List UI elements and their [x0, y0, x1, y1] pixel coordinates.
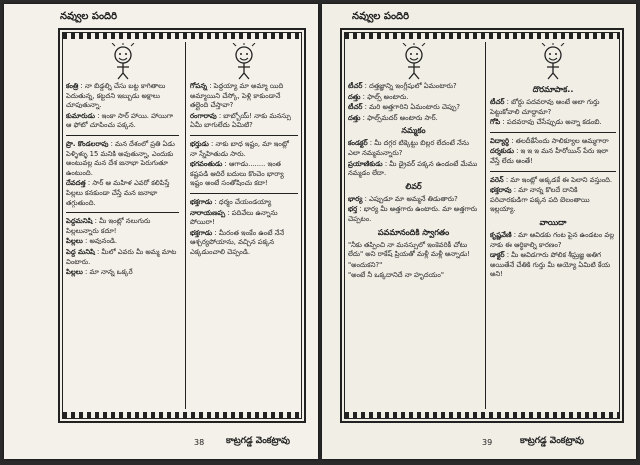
dialogue-line — [490, 186, 616, 215]
speaker-name: భగవంతుడు — [190, 160, 223, 169]
speaker-name: విద్యార్థి — [490, 136, 510, 145]
speaker-name: గోపి — [490, 118, 501, 127]
speaker-name: నారాయణప్ప — [190, 208, 226, 217]
dialogue-text: : పదివేలు ఉన్నాను పోయిరా! — [190, 208, 278, 227]
divider — [66, 212, 179, 213]
dialogue-text: "నీకు తప్పించి నా మనస్సులో ఇంకెవరికీ చోటు లేదు" అని రాకేష్ ప్రియతో మళ్లీ మళ్లీ అన్నాడు! — [348, 240, 470, 259]
right-page — [322, 4, 636, 459]
speaker-name: ప్రయాణికుడు — [348, 159, 383, 168]
right-frame — [340, 28, 624, 423]
dialogue-text: : మన దేశంలో ప్రతి ఏడు పెళ్ళిళ్ళు 15 మనికి అవుతున్నా, ఎందుకు అంటువల్ల మన దేశ జనాభా పెరుగుతూ ఉంటుంది. — [66, 139, 175, 177]
cartoon-icon — [190, 42, 298, 82]
dialogue-line — [348, 271, 479, 281]
dialogue-line — [348, 93, 479, 103]
divider — [490, 132, 616, 133]
speaker-name: భక్తగాడు — [190, 228, 213, 237]
left-frame — [58, 28, 306, 423]
speaker-name: కృష్ణవేణి — [490, 230, 512, 239]
dialogue-text: : మీ ఇంట్లో నలుగురు పిల్లలున్నారు కదూ! — [66, 217, 151, 235]
section-title: పవమానందికి స్వాగతం — [377, 227, 450, 237]
dialogue-text: : మీరంత ఇంకేం ఉంటే నేనే ఆశ్చర్యపోయాను, వచ్చిన పక్కన ఎక్కడుంచాలి చెప్పండి. — [190, 228, 285, 256]
right-column-2 — [485, 42, 616, 409]
dialogue-text: : పదవరావు చేసేప్పుడు అన్నా కడంబి. — [502, 118, 602, 127]
dialogue-line — [490, 176, 616, 186]
speaker-name: భక్తగాడు — [190, 197, 213, 206]
left-page — [4, 4, 318, 459]
dialogue-line — [490, 118, 616, 128]
dialogue-text: : బోర్డు పదవరావు అంటే అలా గుర్తు పెట్టుకోవాలి చూద్దామా? — [490, 98, 600, 116]
dialogue-text: : మా నాన్న కొలదే దానికి పరిచారకుడిగా పక్కన పది బెలంతాయి ఇల్లయ్యా. — [490, 186, 590, 214]
dialogue-text: : మా ఇంట్లో అక్కడకే ఈ పెలాని వస్తుంది. — [505, 175, 613, 184]
speaker-name: భార్య — [348, 194, 363, 203]
section-title: లివర్ — [405, 181, 422, 191]
speaker-name: పిల్లలు — [66, 237, 83, 246]
speaker-name: పెద్దమనిషి — [66, 217, 93, 226]
speaker-name: దత్తు — [348, 113, 361, 122]
dialogue-line — [190, 229, 298, 258]
dialogue-line — [348, 103, 479, 113]
dialogue-line — [66, 82, 179, 111]
speaker-name: దత్తు — [348, 92, 361, 101]
dialogue-text: : పెద్దయ్యా మా అమ్మా యిది అమ్మాయిని చేస్కో, పెళ్లి కాకుండానే తల్లైంది చేస్తావా? — [190, 82, 284, 110]
dialogue-text: : నా బిడ్డల్ని చేసు బట్ట కాగితాలు పెదుతున్న, కట్టదని ఇబ్బుడు అక్షాలు చూపుతున్నా. — [66, 82, 166, 110]
running-head-left: నవ్వుల పందిరి — [60, 11, 118, 22]
speaker-name: గోపన్న — [190, 82, 208, 90]
page-number-right: 39 — [482, 438, 493, 447]
speaker-name: దేవదత్త — [66, 179, 86, 188]
divider — [66, 135, 179, 136]
speaker-name: భర్త — [348, 205, 358, 214]
dialogue-text: : ధర్మం చేయండయ్యా — [214, 197, 272, 206]
section-title: దొరమాపాక.. — [532, 85, 574, 94]
dialogue-line — [190, 160, 298, 189]
dialogue-text: : మరి అత్తగారిని ఏమంటారు చెప్పు? — [364, 103, 460, 112]
cartoon-icon — [490, 42, 616, 82]
dialogue-line — [348, 241, 479, 260]
dialogue-line — [348, 160, 479, 179]
dialogue-line — [348, 195, 479, 205]
speaker-name: భర్తుడు — [190, 139, 209, 148]
dialogue-text: : బాబ్బోయ్! నాకు మనస్సు ఏమీ బాగులేదు ఏమిటి? — [190, 111, 291, 130]
dialogue-line — [348, 114, 479, 124]
dialogue-text: : మీలో ఎవరు మీ అమ్మ మాట వింటారు. — [66, 247, 177, 266]
speaker-name: టీచర్ — [348, 103, 363, 112]
dialogue-text: : మీ దగ్గర టిక్కెట్టు బిల్లర లేదంటే నేను ఎలా నమ్మమన్నారు? — [348, 139, 469, 157]
cartoon-icon — [66, 42, 179, 82]
dialogue-text: : మీ ఆవిడగారు పోలిక శీఘ్రజ్ఞ అతిగ అయితేనే చేతికి గుర్తు మీ అయ్యో ఏమిటి కేయ అని! — [490, 251, 611, 279]
footer-author-left: కాట్రగడ్డ వెంకట్రావు — [226, 436, 290, 446]
dialogue-text: : ఫాల్స్ అంటారు. — [362, 92, 409, 101]
dialogue-line — [348, 261, 479, 271]
dialogue-line — [490, 251, 616, 280]
cartoon-icon — [348, 42, 479, 82]
dialogue-line — [66, 268, 179, 278]
speaker-name: పిల్లలు — [66, 268, 83, 277]
dialogue-line — [66, 140, 179, 178]
dialogue-line — [190, 198, 298, 208]
dialogue-text: "అంటే నీ ఒక్కదానిదే నా హృదయం" — [348, 271, 444, 280]
dialogue-text: : ఫాల్స్‌మదర్ అంటారు సార్. — [362, 113, 438, 122]
dialogue-line — [348, 139, 479, 158]
speaker-name: దర్శకుడు — [490, 147, 514, 156]
speaker-name: టీచర్ — [348, 82, 363, 90]
speaker-name: పెద్ద మనిషి — [66, 247, 95, 256]
dialogue-line — [66, 237, 179, 247]
dialogue-text: : ఆగాడు........ ఇంత కష్టపడి ఆదిరే బదులు కొంచెం భార్యా ఇష్టం అంటే సంతోషించు కదా! — [190, 160, 284, 188]
section-title: నమ్మకం — [401, 126, 426, 136]
dialogue-text: : మీ డ్రైవర్ పక్కన ఉండంటే మేము నమ్మడం లేదా. — [348, 159, 478, 178]
dialogue-line — [490, 231, 616, 250]
dialogue-line — [190, 82, 298, 111]
footer-author-right: కాట్రగడ్డ వెంకట్రావు — [520, 436, 584, 446]
dialogue-text: : మా నాన్న ఒక్కరే — [85, 268, 133, 277]
divider — [190, 193, 298, 194]
speaker-name: భక్తరావు — [490, 186, 512, 195]
dialogue-text: : ఎప్పుడూ మా అమ్మనే తిడుతారు? — [364, 194, 458, 203]
dialogue-line — [348, 205, 479, 224]
left-column-2 — [185, 42, 298, 409]
speaker-name: కుమారుడు — [66, 111, 96, 120]
right-column-1 — [348, 42, 479, 409]
dialogue-text: : దత్తజ్ఞాన్ని ఇంగ్లీషులో ఏమంటారు? — [364, 82, 457, 90]
divider — [190, 135, 298, 136]
dialogue-text: : తలదీకేసేందు సాలిక్యూల అమ్మగారా — [511, 136, 609, 145]
dialogue-text: : భార్య మీ అత్తగారు ఉంటారు. మా అత్తగారు చెప్పటం. — [348, 205, 478, 223]
speaker-name: రంగారావు — [190, 111, 217, 120]
dialogue-text: : ఇ ఇ ఇ మన హీరోయిన్ పేరు ఇలా వేస్తే లేదు అంతే! — [490, 147, 609, 165]
dialogue-text: : నాకు బాధ ఇష్టం, మా ఇంట్లో నా స్నేహితుడు సారు. — [190, 139, 289, 158]
dialogue-text: "అందుకని?" — [348, 260, 383, 269]
running-head-right: నవ్వుల పందిరి — [352, 11, 410, 22]
dialogue-text: : ఇంకా సార్ హాయి. హాయిగా ఆ ఫోటో చూపించు పక్కన. — [66, 111, 174, 130]
dialogue-line — [190, 140, 298, 159]
dialogue-line — [66, 248, 179, 267]
dialogue-text: : అవునండి. — [85, 237, 118, 246]
dialogue-line — [348, 82, 479, 92]
section-title: వాయిదా — [539, 217, 567, 227]
dialogue-text: : సార్ ఆ మహిళ ఎవరో కలిపిస్తే పిల్లలు కనకుండా చేస్తే మన జనాభా తగ్గుతుంది. — [66, 179, 170, 207]
dialogue-line — [490, 137, 616, 147]
speaker-name: డాక్టర్ — [490, 251, 505, 260]
speaker-name: కండక్టర్ — [348, 139, 368, 148]
dialogue-line — [490, 147, 616, 166]
speaker-name: వరెన్ — [490, 175, 504, 184]
dialogue-line — [66, 179, 179, 208]
dialogue-line — [490, 98, 616, 117]
speaker-name: కంత్రి — [66, 82, 79, 90]
dialogue-line — [66, 112, 179, 131]
speaker-name: టీచర్ — [490, 98, 505, 106]
dialogue-line — [66, 217, 179, 236]
dialogue-text: : మా ఆవిడకు గంట పైన ఉండటం వల్ల నాకు ఈ ఆర్థికాల్ని కారణం? — [490, 230, 615, 249]
divider — [490, 171, 616, 172]
dialogue-line — [190, 112, 298, 131]
dialogue-line — [190, 209, 298, 228]
speaker-name: ప్రొ. కొండలరావు — [66, 139, 109, 148]
page-number-left: 38 — [194, 438, 205, 447]
left-column-1 — [66, 42, 179, 409]
